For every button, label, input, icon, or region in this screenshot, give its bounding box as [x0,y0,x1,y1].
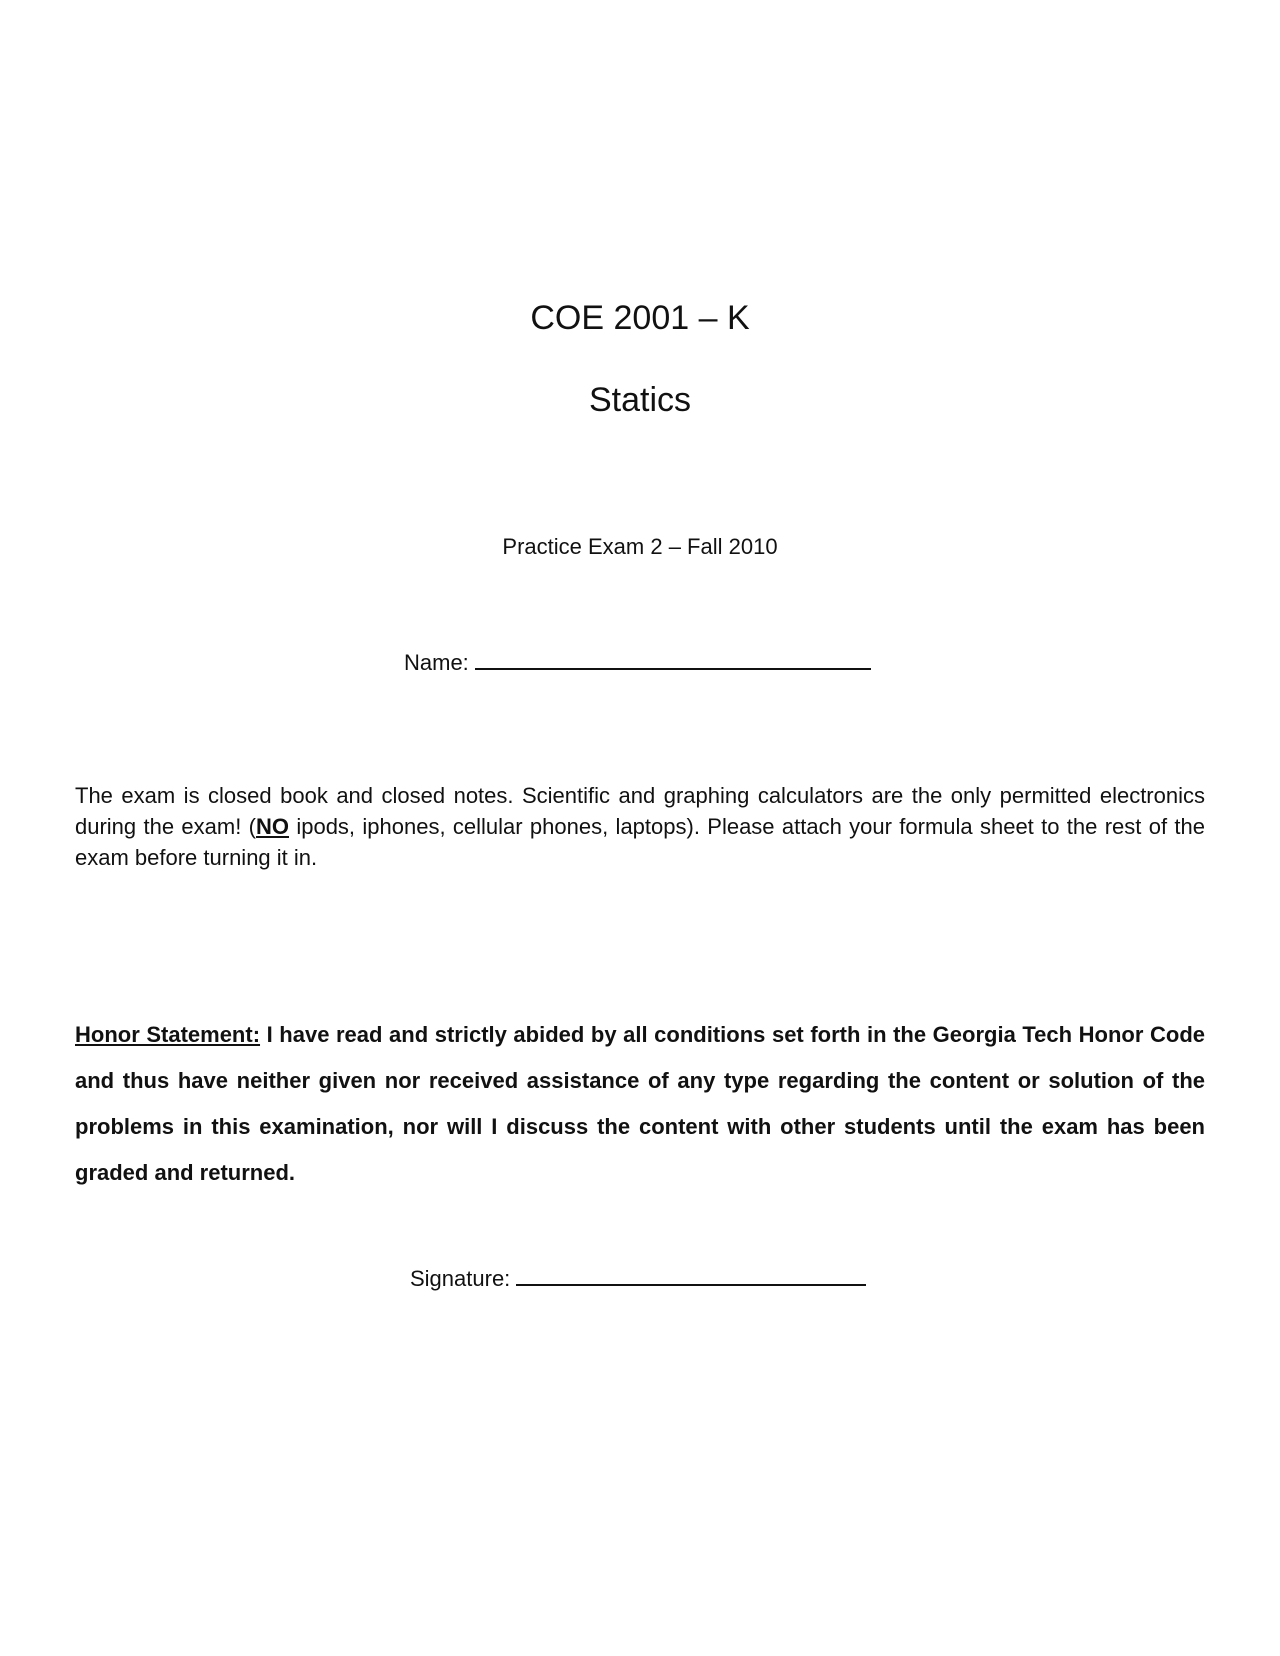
name-blank-line[interactable] [475,648,871,670]
honor-statement-label: Honor Statement: [75,1022,261,1047]
instructions-text-part1: The exam is closed book and closed notes. Scientific and graphing calculators are the only permitted electronics during the exam! ( [75,783,1205,839]
course-title: COE 2001 – K [530,299,750,337]
exam-instructions [75,780,1205,873]
name-field [404,648,871,678]
instructions-text-part2: ipods, iphones, cellular phones, laptops). Please attach your formula sheet to the rest of the exam before turning it in. [75,814,1206,870]
honor-statement-text: I have read and strictly abided by all conditions set forth in the Georgia Tech Honor Code and thus have neither given nor received assistance of any type regarding the content or solution of the problems in this examination, nor will I discuss the content with other students until the exam has been graded and returned. [75,1022,1205,1185]
subject-title: Statics [588,381,692,419]
signature-label: Signature: [410,1266,511,1291]
signature-blank-line[interactable] [516,1264,866,1286]
name-label: Name: [404,650,469,675]
signature-field [410,1264,866,1294]
honor-statement [75,1012,1205,1196]
instructions-emphasis: NO [256,814,289,839]
exam-title: Practice Exam 2 – Fall 2010 [502,534,778,559]
